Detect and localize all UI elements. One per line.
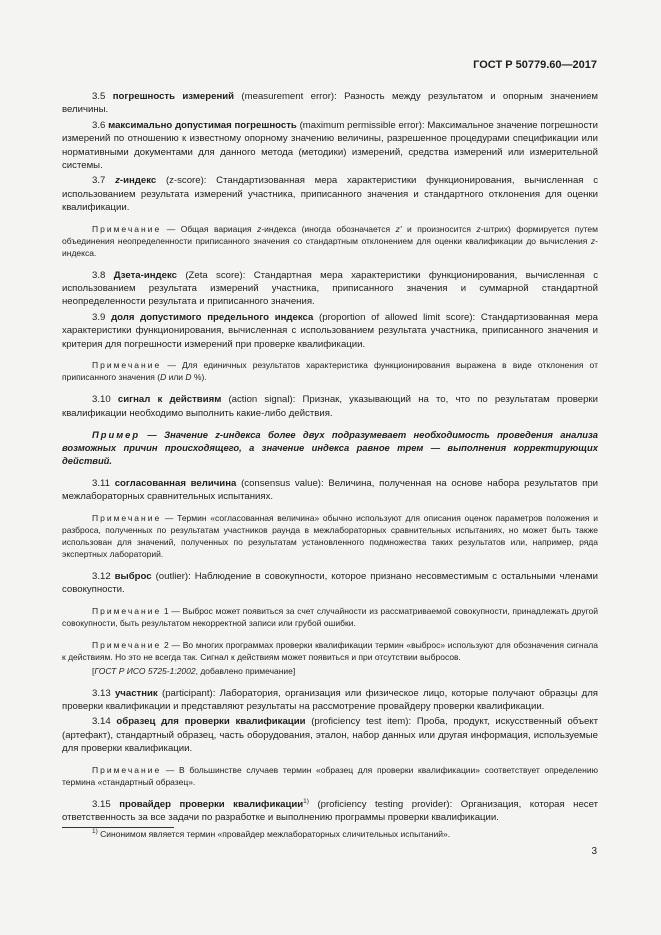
term-3-12: 3.12 выброс (outlier): Наблюдение в совокупности, которое признано несовместимым с остальными членами совокупности. — [62, 570, 598, 596]
term-3-11: 3.11 согласованная величина (consensus value): Величина, полученная на основе набора результатов при межлабораторных сравнительных испытаниях. — [62, 477, 599, 503]
term-3-13: 3.13 участник (participant): Лаборатория, организация или физическое лицо, которые получают образцы для проверки квалификации и представляют результаты на рассмотрение провайдеру проверки квалификации. — [62, 687, 599, 712]
note-3-11: Примечание — Термин «согласованная величина» обычно используют для описания оценок параметров положения и разброса, полученных по результатам участников раунда в межлабораторных сравнительных испытаниях, но может быть также использован для значений, полученных по результатам установленного подмножества таких результатов или, например, ряда экспертных лабораторий. — [62, 512, 598, 559]
term-3-9: 3.9 доля допустимого предельного индекса (proportion of allowed limit score): Стандартизованная мера характеристики функционирования, вычисленная с использованием результата участника, приписанного значения и критерия для погрешности измерений при проверке квалификации. — [62, 311, 598, 350]
note-3-9: Примечание — Для единичных результатов характеристика функционирования выражена в виде отклонения от приписанного значения (D или D %). — [62, 360, 598, 383]
example-3-10: Пример — Значение z-индекса более двух подразумевает необходимость проведения анализа возможных причин происходящего, а значение индекса равное трем — выполнения корректирующих действий. — [62, 428, 599, 466]
page-number: 3 — [591, 846, 597, 857]
note-3-14: Примечание — В большинстве случаев термин «образец для проверки квалификации» соответствует определению термина «стандартный образец». — [62, 764, 598, 787]
term-3-5: 3.5 погрешность измерений (measurement error): Разность между результатом и опорным значением величины. — [62, 91, 599, 116]
term-3-7: 3.7 z-индекс (z-score): Стандартизованная мера характеристики функционирования, вычисленная с использованием результата измерений участника, приписанного значения и стандартного отклонения для оценки квалификации. — [62, 175, 598, 214]
standard-header: ГОСТ Р 50779.60—2017 — [473, 59, 597, 71]
source-reference: [ГОСТ Р ИСО 5725-1:2002, добавлено примечание] — [92, 665, 296, 676]
term-3-14: 3.14 образец для проверки квалификации (proficiency test item): Проба, продукт, искусственный объект (артефакт), стандартный образец, часть оборудования, эталон, набор данных или другая информация, используемые для проверки квалификации. — [62, 716, 598, 755]
footnote-divider — [62, 827, 174, 828]
note-3-12-2: Примечание 2 — Во многих программах проверки квалификации термин «выброс» используют для обозначения сигнала к действиям. Но это не всегда так. Сигнал к действиям может появиться и при отсутствии выбросов. — [62, 639, 598, 662]
note-3-7: Примечание — Общая вариация z-индекса (иногда обозначается z' и произносится z-штрих) формируется путем объединения неопределенности приписанного значения со стандартным отклонением для оценки квалификации до вычисления z-индекса. — [62, 223, 598, 258]
term-3-6: 3.6 максимально допустимая погрешность (maximum permissible error): Максимальное значение погрешности измерений по отношению к известному опорному значению величины, разрешенное процедурами спецификации или нормативными документами для данного метода (методики) измерений, средства измерений или измерительной системы. — [62, 119, 598, 172]
term-3-15: 3.15 провайдер проверки квалификации$^{1)}$ (proficiency testing provider): Организация, которая несет ответственность за все задачи по разработке и выполнению программы проверки квалификации. — [62, 797, 599, 823]
term-3-10: 3.10 сигнал к действиям (action signal): Признак, указывающий на то, что по результатам проверки квалификации необходимо выполнить какие-либо действия. — [62, 394, 598, 419]
footnote-ref: 1) — [303, 797, 309, 805]
footnote: $^{1)}$ Синонимом является термин «провайдер межлабораторных сличительных испытаний». — [92, 828, 451, 839]
term-3-8: 3.8 Дзета-индекс (Zeta score): Стандартная мера характеристики функционирования, вычисленная с использованием результата измерений участника, приписанного значения и суммарной стандартной неопределенности результата и приписанного значения. — [62, 269, 598, 308]
document-body — [62, 90, 598, 826]
note-3-12-1: Примечание 1 — Выброс может появиться за счет случайности из рассматриваемой совокупности, принадлежать другой совокупности, быть результатом некорректной записи или грубой ошибки. — [62, 605, 598, 628]
